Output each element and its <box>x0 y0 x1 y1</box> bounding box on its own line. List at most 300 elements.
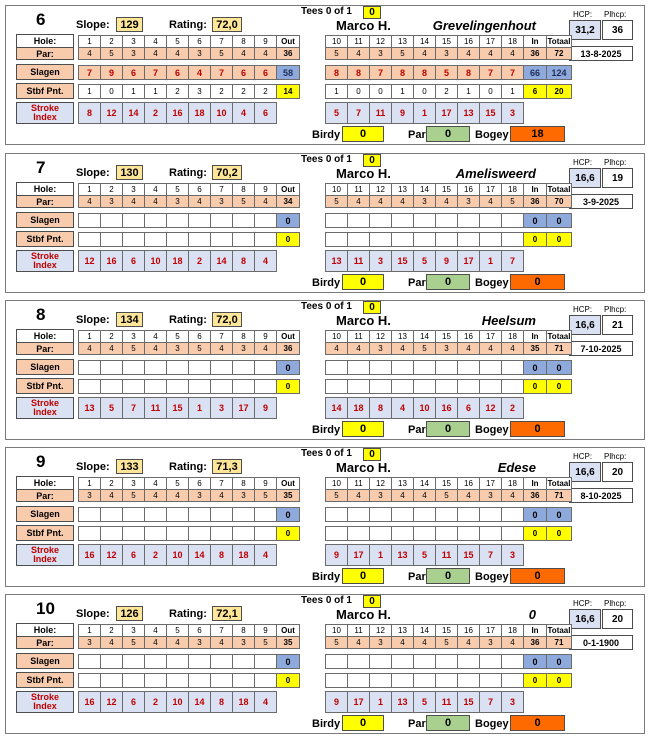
hole-cell: 16 <box>457 183 480 196</box>
stroke-index-cell: 6 <box>122 691 145 713</box>
stbf-cell <box>78 232 101 247</box>
stroke-index-cell: 9 <box>325 544 348 566</box>
stbf-cell <box>413 232 436 247</box>
slope-value: 129 <box>116 17 143 32</box>
par-in: 36 <box>523 195 547 208</box>
par-cell: 5 <box>122 636 145 649</box>
stbf-cell <box>501 673 524 688</box>
slagen-cell: 9 <box>100 65 123 80</box>
slagen-cell <box>78 507 101 522</box>
birdy-label: Birdy <box>312 424 341 436</box>
par-in: 35 <box>523 342 547 355</box>
stroke-index-cell: 5 <box>413 544 436 566</box>
stbf-cell <box>479 379 502 394</box>
slagen-cell: 6 <box>232 65 255 80</box>
front-slagen-row <box>78 654 299 669</box>
stbf-label: Stbf Pnt. <box>16 378 74 394</box>
front-stbf-row <box>78 232 299 247</box>
stbf-in: 0 <box>523 232 547 247</box>
stroke-index-cell: 2 <box>144 102 167 124</box>
stbf-cell <box>122 379 145 394</box>
slagen-out: 0 <box>276 507 300 522</box>
hcp-label: HCP: <box>573 452 593 461</box>
round-date: 7-10-2025 <box>569 341 633 356</box>
out-header: Out <box>276 183 300 196</box>
par-cell: 4 <box>479 342 502 355</box>
hole-cell: 16 <box>457 330 480 343</box>
hole-cell: 17 <box>479 477 502 490</box>
stroke-index-cell: 2 <box>188 250 211 272</box>
round-number: 8 <box>36 305 46 324</box>
hole-cell: 10 <box>325 477 348 490</box>
stroke-index-cell: 17 <box>347 544 370 566</box>
stroke-index-cell: 4 <box>254 691 277 713</box>
stroke-index-cell: 3 <box>210 397 233 419</box>
back-stroke-index-row <box>325 544 523 566</box>
stbf-cell <box>144 379 167 394</box>
slope-value: 134 <box>116 312 143 327</box>
par-cell: 4 <box>78 47 101 60</box>
hole-cell: 4 <box>144 35 167 48</box>
stroke-index-cell: 5 <box>413 691 436 713</box>
slagen-cell <box>144 507 167 522</box>
back-stroke-index-row <box>325 250 523 272</box>
plhcp-value: 21 <box>602 315 633 335</box>
hole-cell: 14 <box>413 330 436 343</box>
plhcp-label: Plhcp: <box>604 10 627 19</box>
hole-cell: 17 <box>479 35 502 48</box>
slagen-cell: 7 <box>144 65 167 80</box>
stbf-cell <box>122 673 145 688</box>
stroke-index-cell: 11 <box>144 397 167 419</box>
rating-value: 70,2 <box>212 165 242 180</box>
tees-value: 0 <box>363 6 381 19</box>
slagen-cell <box>501 213 524 228</box>
par-cell: 5 <box>325 195 348 208</box>
round-date: 13-8-2025 <box>569 46 633 61</box>
slagen-cell <box>166 507 189 522</box>
stbf-cell: 1 <box>325 84 348 99</box>
stbf-cell <box>166 379 189 394</box>
stbf-cell: 0 <box>479 84 502 99</box>
hole-cell: 9 <box>254 183 277 196</box>
stbf-in: 0 <box>523 526 547 541</box>
par-cell: 4 <box>144 47 167 60</box>
slagen-cell <box>78 360 101 375</box>
hole-cell: 14 <box>413 35 436 48</box>
slagen-cell <box>479 213 502 228</box>
slagen-cell <box>457 360 480 375</box>
stbf-cell <box>347 673 370 688</box>
hole-cell: 10 <box>325 330 348 343</box>
hole-cell: 15 <box>435 183 458 196</box>
par-cell: 3 <box>188 636 211 649</box>
slagen-out: 0 <box>276 213 300 228</box>
par-total: 71 <box>546 342 572 355</box>
stbf-cell <box>435 673 458 688</box>
stbf-cell <box>325 526 348 541</box>
hole-label: Hole: <box>16 34 74 48</box>
hole-cell: 2 <box>100 624 123 637</box>
slagen-cell <box>100 213 123 228</box>
stbf-cell <box>144 232 167 247</box>
stroke-index-cell: 10 <box>166 691 189 713</box>
hole-cell: 18 <box>501 624 524 637</box>
stroke-index-cell: 17 <box>435 102 458 124</box>
stbf-cell <box>347 526 370 541</box>
par-count-label: Par <box>408 424 426 436</box>
slagen-cell <box>457 507 480 522</box>
slope-value: 133 <box>116 459 143 474</box>
hcp-value: 31,2 <box>569 20 601 40</box>
hole-cell: 7 <box>210 477 233 490</box>
slagen-cell <box>210 654 233 669</box>
bogey-count: 0 <box>510 715 565 731</box>
tees-label: Tees 0 of 1 <box>301 154 352 165</box>
stroke-index-label: Stroke Index <box>16 691 74 713</box>
round-date: 0-1-1900 <box>569 635 633 650</box>
stbf-cell <box>501 232 524 247</box>
slagen-cell <box>122 507 145 522</box>
stbf-cell <box>210 526 233 541</box>
hole-cell: 13 <box>391 183 414 196</box>
slagen-cell <box>122 213 145 228</box>
stroke-index-cell: 6 <box>122 544 145 566</box>
hole-cell: 7 <box>210 35 233 48</box>
par-total: 71 <box>546 636 572 649</box>
hole-cell: 13 <box>391 35 414 48</box>
stbf-cell <box>232 232 255 247</box>
plhcp-label: Plhcp: <box>604 452 627 461</box>
slagen-cell <box>188 507 211 522</box>
slagen-in: 0 <box>523 654 547 669</box>
slagen-cell <box>501 654 524 669</box>
hcp-label: HCP: <box>573 158 593 167</box>
par-out: 36 <box>276 342 300 355</box>
birdy-count: 0 <box>342 715 384 731</box>
tees-value: 0 <box>363 154 381 167</box>
stbf-cell <box>144 673 167 688</box>
stbf-cell <box>325 673 348 688</box>
slagen-total: 124 <box>546 65 572 80</box>
bogey-count: 0 <box>510 421 565 437</box>
stbf-label: Stbf Pnt. <box>16 672 74 688</box>
par-cell: 3 <box>369 636 392 649</box>
back-slagen-row <box>325 654 571 669</box>
hole-cell: 2 <box>100 35 123 48</box>
hole-label: Hole: <box>16 476 74 490</box>
back-slagen-row <box>325 507 571 522</box>
slagen-cell: 7 <box>369 65 392 80</box>
hcp-value: 16,6 <box>569 168 601 188</box>
round-number: 10 <box>36 599 55 618</box>
stbf-cell: 2 <box>166 84 189 99</box>
scorecard <box>5 447 645 587</box>
slagen-cell <box>391 507 414 522</box>
hole-cell: 18 <box>501 183 524 196</box>
stroke-index-cell: 12 <box>479 397 502 419</box>
front-stroke-index-row <box>78 397 276 419</box>
hole-cell: 9 <box>254 477 277 490</box>
tees-label: Tees 0 of 1 <box>301 6 352 17</box>
par-label: Par: <box>16 195 74 208</box>
tees-value: 0 <box>363 595 381 608</box>
stbf-cell <box>210 673 233 688</box>
par-cell: 3 <box>435 342 458 355</box>
birdy-count: 0 <box>342 421 384 437</box>
stbf-cell <box>254 379 277 394</box>
hole-cell: 7 <box>210 183 233 196</box>
stbf-cell <box>457 379 480 394</box>
stbf-out: 14 <box>276 84 300 99</box>
front-stbf-row <box>78 526 299 541</box>
par-cell: 4 <box>501 636 524 649</box>
slagen-cell <box>479 360 502 375</box>
par-cell: 4 <box>479 195 502 208</box>
front-slagen-row <box>78 65 299 80</box>
tees-label: Tees 0 of 1 <box>301 595 352 606</box>
stroke-index-cell: 7 <box>479 544 502 566</box>
hole-cell: 5 <box>166 477 189 490</box>
hcp-value: 16,6 <box>569 609 601 629</box>
hole-cell: 17 <box>479 183 502 196</box>
slagen-cell <box>188 213 211 228</box>
course-name: 0 <box>528 607 536 622</box>
stroke-index-cell: 16 <box>100 250 123 272</box>
stbf-cell <box>100 526 123 541</box>
stbf-cell <box>188 526 211 541</box>
par-cell: 4 <box>391 489 414 502</box>
hole-cell: 15 <box>435 477 458 490</box>
slagen-total: 0 <box>546 213 572 228</box>
hole-cell: 12 <box>369 330 392 343</box>
back-slagen-row <box>325 360 571 375</box>
slagen-cell <box>100 360 123 375</box>
slagen-cell: 7 <box>78 65 101 80</box>
stbf-cell <box>501 379 524 394</box>
hole-cell: 18 <box>501 477 524 490</box>
par-count: 0 <box>426 568 470 584</box>
par-cell: 3 <box>232 342 255 355</box>
par-cell: 4 <box>210 636 233 649</box>
slagen-cell <box>166 360 189 375</box>
totaal-header: Totaal <box>547 37 571 46</box>
hole-cell: 16 <box>457 35 480 48</box>
hole-cell: 3 <box>122 624 145 637</box>
par-cell: 4 <box>166 636 189 649</box>
hole-cell: 10 <box>325 624 348 637</box>
front-slagen-row <box>78 360 299 375</box>
slagen-cell <box>144 213 167 228</box>
stbf-cell <box>457 673 480 688</box>
stbf-cell <box>232 673 255 688</box>
slagen-in: 0 <box>523 507 547 522</box>
slagen-cell <box>369 507 392 522</box>
stroke-index-cell: 13 <box>457 102 480 124</box>
par-cell: 4 <box>144 195 167 208</box>
plhcp-value: 20 <box>602 609 633 629</box>
par-cell: 4 <box>457 47 480 60</box>
stroke-index-cell: 8 <box>78 102 101 124</box>
slagen-total: 0 <box>546 654 572 669</box>
stroke-index-cell: 9 <box>435 250 458 272</box>
in-header: In <box>523 330 547 343</box>
slagen-cell <box>254 654 277 669</box>
hole-label: Hole: <box>16 623 74 637</box>
slagen-cell: 6 <box>122 65 145 80</box>
out-header: Out <box>276 35 300 48</box>
bogey-count: 0 <box>510 274 565 290</box>
stroke-index-cell: 8 <box>369 397 392 419</box>
slagen-cell: 8 <box>457 65 480 80</box>
stroke-index-cell: 17 <box>232 397 255 419</box>
par-cell: 4 <box>100 489 123 502</box>
stroke-index-cell: 10 <box>210 102 233 124</box>
stbf-cell <box>457 526 480 541</box>
plhcp-label: Plhcp: <box>604 599 627 608</box>
slagen-cell <box>435 507 458 522</box>
par-cell: 3 <box>232 489 255 502</box>
par-cell: 4 <box>100 342 123 355</box>
hole-cell: 4 <box>144 330 167 343</box>
totaal-header: Totaal <box>547 479 571 488</box>
player-name: Marco H. <box>336 460 391 475</box>
hole-cell: 3 <box>122 35 145 48</box>
slagen-label: Slagen <box>16 506 74 522</box>
stroke-index-cell: 13 <box>391 544 414 566</box>
back-stroke-index-row <box>325 397 523 419</box>
par-cell: 4 <box>501 489 524 502</box>
slagen-cell: 7 <box>210 65 233 80</box>
out-header: Out <box>276 330 300 343</box>
hole-cell: 15 <box>435 35 458 48</box>
stroke-index-cell: 16 <box>78 544 101 566</box>
slagen-label: Slagen <box>16 359 74 375</box>
bogey-label: Bogey <box>475 129 509 141</box>
stbf-cell: 1 <box>501 84 524 99</box>
back-slagen-row <box>325 213 571 228</box>
player-name: Marco H. <box>336 166 391 181</box>
par-out: 35 <box>276 489 300 502</box>
slagen-cell <box>254 213 277 228</box>
stroke-index-label: Stroke Index <box>16 397 74 419</box>
slagen-cell <box>369 213 392 228</box>
hole-cell: 1 <box>78 35 101 48</box>
par-cell: 5 <box>325 489 348 502</box>
hole-cell: 7 <box>210 330 233 343</box>
birdy-count: 0 <box>342 274 384 290</box>
stroke-index-cell: 14 <box>188 691 211 713</box>
par-cell: 4 <box>78 195 101 208</box>
hole-cell: 17 <box>479 624 502 637</box>
par-cell: 5 <box>254 636 277 649</box>
par-out: 36 <box>276 47 300 60</box>
par-cell: 5 <box>100 47 123 60</box>
par-count: 0 <box>426 421 470 437</box>
out-header: Out <box>276 624 300 637</box>
plhcp-value: 36 <box>602 20 633 40</box>
back-par-row <box>325 195 571 208</box>
stbf-cell <box>144 526 167 541</box>
stroke-index-cell: 4 <box>232 102 255 124</box>
par-cell: 4 <box>457 342 480 355</box>
round-date: 3-9-2025 <box>569 194 633 209</box>
slagen-cell <box>325 507 348 522</box>
stbf-cell <box>100 232 123 247</box>
course-name: Heelsum <box>481 313 536 328</box>
stroke-index-cell: 16 <box>166 102 189 124</box>
stroke-index-cell: 11 <box>369 102 392 124</box>
stroke-index-cell: 7 <box>122 397 145 419</box>
stroke-index-cell: 12 <box>100 691 123 713</box>
hcp-label: HCP: <box>573 305 593 314</box>
par-cell: 5 <box>391 47 414 60</box>
stroke-index-cell: 15 <box>457 544 480 566</box>
stbf-cell <box>391 232 414 247</box>
stroke-index-cell: 3 <box>501 544 524 566</box>
birdy-count: 0 <box>342 568 384 584</box>
slagen-cell <box>501 507 524 522</box>
slope-value: 130 <box>116 165 143 180</box>
totaal-header: Totaal <box>547 185 571 194</box>
slagen-cell <box>122 360 145 375</box>
par-label: Par: <box>16 489 74 502</box>
hcp-value: 16,6 <box>569 315 601 335</box>
par-cell: 3 <box>100 195 123 208</box>
hole-cell: 3 <box>122 477 145 490</box>
hole-cell: 12 <box>369 624 392 637</box>
player-name: Marco H. <box>336 18 391 33</box>
slagen-cell: 6 <box>166 65 189 80</box>
stroke-index-cell: 18 <box>232 691 255 713</box>
stroke-index-cell: 1 <box>188 397 211 419</box>
rating-label: Rating: <box>169 314 207 326</box>
hole-cell: 13 <box>391 624 414 637</box>
stbf-cell: 2 <box>232 84 255 99</box>
stroke-index-cell: 1 <box>369 691 392 713</box>
slagen-cell: 7 <box>501 65 524 80</box>
par-cell: 3 <box>188 47 211 60</box>
slagen-cell <box>122 654 145 669</box>
stroke-index-cell: 3 <box>501 691 524 713</box>
par-cell: 4 <box>413 47 436 60</box>
stbf-total: 0 <box>546 379 572 394</box>
rating-label: Rating: <box>169 608 207 620</box>
hole-cell: 10 <box>325 35 348 48</box>
par-cell: 4 <box>413 489 436 502</box>
front-par-row <box>78 636 299 649</box>
stbf-cell: 0 <box>369 84 392 99</box>
par-cell: 4 <box>347 342 370 355</box>
stbf-cell <box>413 379 436 394</box>
slagen-cell <box>100 507 123 522</box>
slagen-out: 58 <box>276 65 300 80</box>
back-stbf-row <box>325 232 571 247</box>
back-par-row <box>325 47 571 60</box>
stbf-cell <box>435 526 458 541</box>
stroke-index-cell: 7 <box>347 102 370 124</box>
stbf-cell: 1 <box>391 84 414 99</box>
front-stroke-index-row <box>78 250 276 272</box>
bogey-count: 0 <box>510 568 565 584</box>
stroke-index-cell: 7 <box>501 250 524 272</box>
slagen-cell <box>347 507 370 522</box>
stroke-index-cell: 11 <box>435 544 458 566</box>
stroke-index-cell: 17 <box>347 691 370 713</box>
hole-cell: 13 <box>391 330 414 343</box>
back-par-row <box>325 489 571 502</box>
slagen-cell <box>166 213 189 228</box>
